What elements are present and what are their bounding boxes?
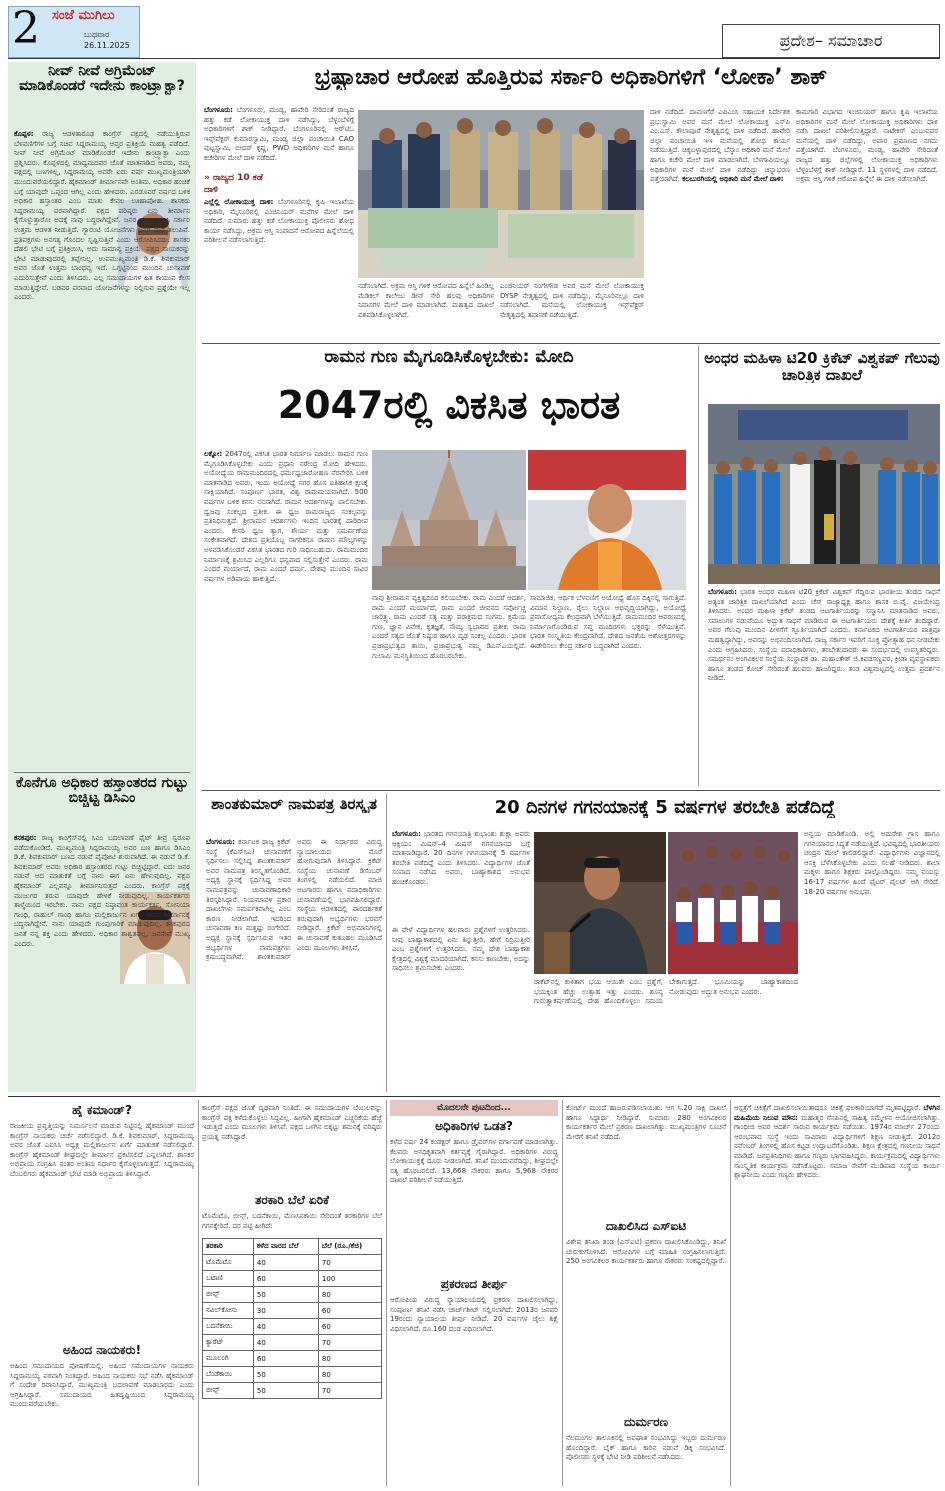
veg-head: ತರಕಾರಿ ಬೆಲೆ ಏರಿಕೆ [255,1194,329,1207]
left-divider [14,772,190,773]
shanthakumar-text: ಕರ್ನಾಟಕ ರಾಜ್ಯ ಕ್ರಿಕೆಟ್ ಸಂಸ್ಥೆ (ಕೆಎಸ್‌ಸಿಎ) ಚುನಾವಣೆಗೆ ಸ್ಪರ್ಧಿಸಲು ಸಲ್ಲಿಸಿದ್ದ ಶಾಂತಕುಮಾರ್ ಅವರ ನಾಮಪತ್ರ ತಿರಸ್ಕೃತಗೊಂಡಿದೆ. ಅಧ್ಯಕ್ಷ ಸ್ಥಾನಕ್ಕೆ ಸ್ಪರ್ಧಿಸಿದ್ದ ಅವರ ನಾಮಪತ್ರವನ್ನು ಚುನಾವಣಾಧಿಕಾರಿ ತಿರಸ್ಕರಿಸಿದ್ದಾರೆ. ನಿಯಮಾವಳಿ ಪ್ರಕಾರ ದಾಖಲೆಗಳು ಸಮರ್ಪಕವಾಗಿಲ್ಲ ಎಂಬ ಕಾರಣ ನೀಡಲಾಗಿದೆ. ಇದರಿಂದ ಚುನಾವಣಾ ಕಣ ಮತ್ತಷ್ಟು ರಂಗೇರಿದೆ. ಅಧ್ಯಕ್ಷ ಸ್ಥಾನಕ್ಕೆ ಸ್ಪರ್ಧಿಸಿರುವ ಇತರ ಅಭ್ಯರ್ಥಿಗಳ ನಾಮಪತ್ರಗಳು ಕ್ರಮಬದ್ಧವಾಗಿವೆ. ಶಾಂತಕುಮಾರ್ ಅವರು ಈ ನಿರ್ಧಾರದ ವಿರುದ್ಧ ನ್ಯಾಯಾಲಯದ ಮೊರೆ ಹೋಗುವುದಾಗಿ ತಿಳಿಸಿದ್ದಾರೆ. ಕ್ರಿಕೆಟ್ ಸಂಸ್ಥೆಯ ಚುನಾವಣೆ ಡಿಸೆಂಬರ್ ತಿಂಗಳಲ್ಲಿ ನಡೆಯಲಿದೆ. ಮಾಜಿ ಆಟಗಾರರು ಹಾಗೂ ಪದಾಧಿಕಾರಿಗಳು ಚುನಾವಣೆಯಲ್ಲಿ ಭಾಗವಹಿಸಲಿದ್ದಾರೆ. ಸಂಸ್ಥೆಯ ಆಡಳಿತದಲ್ಲಿ ಪಾರದರ್ಶಕತೆ ತರುವುದಾಗಿ ಅಭ್ಯರ್ಥಿಗಳು ಭರವಸೆ ನೀಡಿದ್ದಾರೆ. ಕ್ರಿಕೆಟ್ ಅಭಿಮಾನಿಗಳಲ್ಲಿ ಈ ಚುನಾವಣೆ ಕುತೂಹಲ ಮೂಡಿಸಿದೆ ಎಂದು ಮೂಲಗಳು ತಿಳಿಸಿವೆ. [206,838,382,962]
veg-price-table [202,1238,382,1399]
left-top-text: ರಾಜ್ಯ ಆಡಳಿತಾರೂಢ ಕಾಂಗ್ರೆಸ್ ಪಕ್ಷದಲ್ಲಿ ನಡೆಯುತ್ತಿರುವ ಬೆಳವಣಿಗೆಗಳ ಬಗ್ಗೆ ಸಚಿವ ಸಿದ್ದರಾಮಯ್ಯ ಆಪ್ತರ ಪ್ರತಿಕ್ರಿಯೆ ಮಹತ್ವ ಪಡೆದಿದೆ. ನೀವ್ ನೀವೆ ಅಗ್ರಿಮೆಂಟ್ ಮಾಡಿಕೊಂಡರೆ ಇದೇನು ಕಾಂಟ್ರ್ಯಾಕ್ಟಾ ಎಂದು ಪ್ರಶ್ನಿಸಿದರು. ಕೊಪ್ಪಳದಲ್ಲಿ ಮಾಧ್ಯಮದವರ ಜೊತೆ ಮಾತನಾಡಿದ ಅವರು, ನಮ್ಮ ಪಕ್ಷದಲ್ಲಿ ಬಣಗಳಿಲ್ಲ, ಸಿದ್ದರಾಮಯ್ಯ ಅವರೇ ಐದು ವರ್ಷ ಮುಖ್ಯಮಂತ್ರಿಯಾಗಿ ಮುಂದುವರೆಯಲಿದ್ದಾರೆ. ಹೈಕಮಾಂಡ್ ತೀರ್ಮಾನವೇ ಅಂತಿಮ. ಅಧಿಕಾರ ಹಂಚಿಕೆ ಬಗ್ಗೆ ಯಾವುದೇ ಒಪ್ಪಂದ ಆಗಿಲ್ಲ ಎಂದು ಹೇಳಿದರು. ಎರಡೂವರೆ ವರ್ಷದ ಬಳಿಕ ಅಧಿಕಾರ ಹಸ್ತಾಂತರ ಎಂಬ ಮಾತು ಕೇವಲ ಊಹಾಪೋಹ. ಶಾಸಕರು ಸಿದ್ದರಾಮಯ್ಯ ಪರವಾಗಿದ್ದಾರೆ. ಪಕ್ಷದ ವರಿಷ್ಠರು ಏನು ತೀರ್ಮಾನ ಕೈಗೊಳ್ಳುತ್ತಾರೋ ಅದಕ್ಕೆ ನಾವು ಬದ್ಧರಾಗಿದ್ದೇವೆ. ಜನರ ವಿಶ್ವಾಸ ಗಳಿಸಿ ಸರ್ಕಾರ ಉತ್ತಮ ಆಡಳಿತ ನೀಡುತ್ತಿದೆ. ಗ್ಯಾರಂಟಿ ಯೋಜನೆಗಳು ಜನರ ಮನೆ ತಲುಪಿವೆ. ಪ್ರತಿಪಕ್ಷಗಳು ಅನಗತ್ಯ ಗೊಂದಲ ಸೃಷ್ಟಿಸುತ್ತಿವೆ ಎಂದು ಆರೋಪಿಸಿದರು. ಶಾಸಕರ ದೆಹಲಿ ಭೇಟಿ ಬಗ್ಗೆ ಪ್ರತಿಕ್ರಿಯಿಸಿ, ಅದು ಸಾಮಾನ್ಯ ಪ್ರಕ್ರಿಯೆ. ಪಕ್ಷದ ನಾಯಕರನ್ನು ಭೇಟಿ ಮಾಡುವುದರಲ್ಲಿ ತಪ್ಪೇನಿಲ್ಲ. ಉಪಮುಖ್ಯಮಂತ್ರಿ ಡಿ.ಕೆ. ಶಿವಕುಮಾರ್ ಅವರ ಜೊತೆ ಉತ್ತಮ ಬಾಂಧವ್ಯ ಇದೆ. ಒಗ್ಗಟ್ಟಿನಿಂದ ಮುಂದಿನ ಚುನಾವಣೆ ಎದುರಿಸುತ್ತೇವೆ ಎಂದು ತಿಳಿಸಿದರು. ಎಲ್ಲ ಸಮುದಾಯಗಳ ಹಿತ ಕಾಯುವ ಕೆಲಸ ಮಾಡುತ್ತಿದ್ದೇವೆ. ಬಡವರ ಪರವಾದ ಯೋಜನೆಗಳನ್ನು ನಿಲ್ಲಿಸುವ ಪ್ರಶ್ನೆಯೇ ಇಲ್ಲ ಎಂದರು. [14,130,190,302]
gaganyaan-col1-text: ಭಾರತದ ಗಗನಯಾತ್ರಿ ಶುಭಾಂಶು ಶುಕ್ಲಾ ಅವರು ಆಕ್ಸಿಯಂ ಮಿಷನ್–4 ಮಿಷನ್ ಗಗನಯಾನದ ಬಗ್ಗೆ ಮಾತನಾಡಿದ್ದಾರೆ. 20 ದಿನಗಳ ಗಗನಯಾನಕ್ಕೆ 5 ವರ್ಷಗಳ ತರಬೇತಿ ಪಡೆದಿದ್ದೆ ಎಂದು ತಿಳಿಸಿದರು. ವಿದ್ಯಾರ್ಥಿಗಳ ಜೊತೆ ಸಂವಾದ ನಡೆಸಿದ ಅವರು, ಬಾಹ್ಯಾಕಾಶದ ಅನುಭವ ಹಂಚಿಕೊಂಡರು. [392,830,530,886]
veg-old-price: 50 [253,1383,318,1399]
lead-below1: ನಡೆಸಲಾಗಿದೆ. ಅಕ್ರಮ ಆಸ್ತಿ ಗಳಿಕೆ ಆರೋಪದ ಹಿನ್ನೆಲೆ ಹಿಂಡಿಲ್ಲ ಮೆಡಿಕಲ್ ಕಾಲೇಜು ಡೀನ್ ಸೇರಿ ಹಲವು ಅಧಿಕಾರಿಗಳ ನಿವಾಸಗಳ ಮೇಲೆ ದಾಳಿ ಮಾಡಲಾಗಿದೆ. ಮಹತ್ವದ ದಾಖಲೆ ವಶಪಡಿಸಿಕೊಳ್ಳಲಾಗಿದೆ. [358,282,494,319]
bottom-div3 [562,1100,563,1486]
veg-price: 100 [318,1271,381,1287]
veg-old-price: 50 [253,1367,318,1383]
veg-price: 60 [318,1303,381,1319]
veg-name: ಬಟಾಣಿ [203,1271,254,1287]
left-bottom-text: ರಾಜ್ಯ ಕಾಂಗ್ರೆಸ್‌ನಲ್ಲಿ ಸಿಎಂ ಬದಲಾವಣೆ ಫೈಟ್ ತೀವ್ರ ಸ್ವರೂಪ ಪಡೆದುಕೊಂಡಿದೆ. ಮುಖ್ಯಮಂತ್ರಿ ಸಿದ್ದರಾಮಯ್ಯ ಅವರ ಬಣ ಹಾಗೂ ಡಿಸಿಎಂ ಡಿ.ಕೆ. ಶಿವಕುಮಾರ್ ಬಣದ ನಡುವೆ ಪೈಪೋಟಿ ಶುರುವಾಗಿದೆ. ಈ ನಡುವೆ ಡಿ.ಕೆ. ಶಿವಕುಮಾರ್ ಅವರು ಅಧಿಕಾರ ಹಸ್ತಾಂತರದ ಗುಟ್ಟು ಬಿಚ್ಚಿಟ್ಟಿದ್ದಾರೆ. ಐದು ಜನರ ನಡುವೆ ಆದ ಮಾತುಕತೆ ಬಗ್ಗೆ ನಾನು ಈಗ ಏನು ಹೇಳುವುದಿಲ್ಲ. ಪಕ್ಷದ ಹೈಕಮಾಂಡ್ ಎಲ್ಲವನ್ನೂ ತೀರ್ಮಾನಿಸುತ್ತದೆ ಎಂದರು. ಕಾಂಗ್ರೆಸ್ ಪಕ್ಷಕ್ಕೆ ಮುಜುಗರ ತರುವ ಯಾವುದೇ ಹೇಳಿಕೆ ನೀಡುವುದಿಲ್ಲ. ಕಾರ್ಯಕರ್ತರು ತಾಳ್ಮೆಯಿಂದ ಇರಬೇಕು. ನಾನು ಪಕ್ಷದ ನಿಷ್ಠಾವಂತ ಕಾರ್ಯಕರ್ತ. ಸೋನಿಯಾ ಗಾಂಧಿ, ರಾಹುಲ್ ಗಾಂಧಿ ಹಾಗೂ ಮಲ್ಲಿಕಾರ್ಜುನ ಖರ್ಗೆ ಅವರ ತೀರ್ಮಾನಕ್ಕೆ ಬದ್ಧನಾಗಿದ್ದೇನೆ. ನಾನು ಯಾವುದೇ ಗುಂಪುಗಾರಿಕೆ ಮಾಡುವುದಿಲ್ಲ. ಕನಕಪುರದ ಜನತೆ ನನ್ನ ಶಕ್ತಿ ಎಂದು ಹೇಳಿದರು. ಅಧಿಕಾರ ಶಾಶ್ವತವಲ್ಲ, ಜನಸೇವೆ ಮುಖ್ಯ ಎಂದರು. [14,834,190,948]
modi-col1-text: 2047ರಲ್ಲಿ ವಿಕಸಿತ ಭಾರತ ನಿರ್ಮಾಣ ಮಾಡಲು ರಾಮನ ಗುಣ ಮೈಗೂಡಿಸಿಕೊಳ್ಳಬೇಕು ಎಂದು ಪ್ರಧಾನಿ ನರೇಂದ್ರ ಮೋದಿ ಹೇಳಿದರು. ಅಯೋಧ್ಯೆಯ ರಾಮಮಂದಿರದಲ್ಲಿ ಧರ್ಮಧ್ವಜಾರೋಹಣ ನೆರವೇರಿಸಿ ಬಳಿಕ ಮಾತನಾಡಿದ ಅವರು, ಇಂದು ಅಯೋಧ್ಯೆ ನಗರ ಹೊಸ ಐತಿಹಾಸಿಕ ಕ್ಷಣಕ್ಕೆ ಸಾಕ್ಷಿಯಾಗಿದೆ. ಸಂಪೂರ್ಣ ಭಾರತ, ವಿಶ್ವ ರಾಮಮಯವಾಗಿದೆ. 500 ವರ್ಷಗಳ ಬಳಿಕ ಕನಸು ನನಸಾಗಿದೆ. ರಾಮನ ಆದರ್ಶಗಳನ್ನು ಪಾಲಿಸಬೇಕು. ಧ್ವಜವು ಸಂಕಲ್ಪದ ಪ್ರತೀಕ. ಈ ಧ್ವಜ ರಾಮರಾಜ್ಯದ ಸಂಕಲ್ಪವನ್ನು ಪ್ರತಿನಿಧಿಸುತ್ತದೆ. ಶ್ರೀರಾಮನ ಆದರ್ಶಗಳು ಇಂದಿನ ಭಾರತಕ್ಕೆ ದಾರಿದೀಪ ಎಂದರು. ಕೇಸರಿ ಧ್ವಜ ತ್ಯಾಗ, ಶೌರ್ಯ ಮತ್ತು ಸಮರ್ಪಣೆಯ ಸಂಕೇತವಾಗಿದೆ. ದೇಶದ ಪ್ರತಿಯೊಬ್ಬ ನಾಗರಿಕನೂ ರಾಮನ ಮೌಲ್ಯಗಳನ್ನು ಅಳವಡಿಸಿಕೊಂಡರೆ ವಿಕಸಿತ ಭಾರತದ ಗುರಿ ಸಾಧಿಸಬಹುದು. ರಾಮಮಂದಿರ ನಿರ್ಮಾಣಕ್ಕೆ ಶ್ರಮಿಸಿದ ಎಲ್ಲರಿಗೂ ಧನ್ಯವಾದ ಸಲ್ಲಿಸುತ್ತೇನೆ ಎಂದರು. ರಾಮ ಎಂದರೆ ಮರ್ಯಾದೆ, ರಾಮ ಎಂದರೆ ಧರ್ಮ. ದೇಶವು ಮುಂದಿನ ಸಾವಿರ ವರ್ಷಗಳ ಅಡಿಪಾಯ ಹಾಕುತ್ತಿದೆ. [204,450,368,583]
veg-name: ಬದನೆಕಾಯಿ [203,1319,254,1335]
veg-price: 80 [318,1351,381,1367]
lead-col4: ಕಾಮಗಾರಿ ವಿಭಾಗದ ಇಂಜಿನಿಯರ್ ಹಾಗೂ ಕೃಷಿ ಇಲಾಖೆಯ ಅಧಿಕಾರಿಗಳ ಮನೆ ಮೇಲೆ ಲೋಕಾಯುಕ್ತ ಅಧಿಕಾರಿಗಳು ದಾಳಿ ನಡೆಸಿ ದಾಖಲೆ ಪರಿಶೀಲಿಸುತ್ತಿದ್ದಾರೆ. ನಾಟೇಕರ್ ಎಂಬುವವರ ಮನೆಯಲ್ಲಿ ದಾಳಿ ನಡೆದಿದ್ದು, ಅಪಾರ ಪ್ರಮಾಣದ ನಗದು ಪತ್ತೆಯಾಗಿದೆ. ಬೆಂಗಳೂರು, ಮಂಡ್ಯ, ಹಾವೇರಿ ಸೇರಿದಂತೆ ರಾಜ್ಯದ ಹತ್ತು ಜಿಲ್ಲೆಗಳಲ್ಲಿ ಲೋಕಾಯುಕ್ತ ಅಧಿಕಾರಿಗಳು ಬೆಳ್ಳಂಬೆಳಗ್ಗೆ ಶಾಕ್ ನೀಡಿದ್ದಾರೆ. 11 ಸ್ಥಳಗಳಲ್ಲಿ ದಾಳಿ ನಡೆದಿದೆ. ಅಕ್ರಮ ಆಸ್ತಿ ಗಳಿಕೆ ಆರೋಪ ಹಿನ್ನೆಲೆ ಈ ದಾಳಿ ನಡೆಸಲಾಗಿದೆ. [796,108,938,184]
masthead [0,0,945,58]
gaganyaan-dateline: ಬೆಂಗಳೂರು: [392,830,421,838]
veg-old-price: 60 [253,1271,318,1287]
veg-name: ನವಿಲ್‌ಕೋಸು [203,1303,254,1319]
hospital-text2: ಮಹಾತ್ಮರ ನೆನಪಿನಲ್ಲಿ ಸಾಹಿತ್ಯ ಸಮ್ಮೇಳನ ಆಯೋಜಿಸಲಾಗಿತ್ತು. ಗಾಂಧೀಜಿ ಅವರ ಆದರ್ಶ ಸಾರುವ ಕಾರ್ಯಕ್ರಮ ನಡೆಯಿತು. 1974ರ ಮಾರ್ಚ್ 27ರಂದು ಆರಂಭವಾದ ಸಂಸ್ಥೆ ಇಂದು ಸಾವಿರಾರು ವಿದ್ಯಾರ್ಥಿಗಳಿಗೆ ಶಿಕ್ಷಣ ನೀಡುತ್ತಿದೆ. 2012ರ ನವೆಂಬರ್ ತಿಂಗಳಲ್ಲಿ ಹೊಸ ಕಟ್ಟಡ ಉದ್ಘಾಟನೆಗೊಂಡಿತು. ಶಿಕ್ಷಣ ಕ್ಷೇತ್ರದಲ್ಲಿ ಗಣನೀಯ ಸಾಧನೆ ಮಾಡಿದೆ. ಜನಪ್ರತಿನಿಧಿಗಳು ಹಾಗೂ ಗಣ್ಯರು ಭಾಗವಹಿಸಿದ್ದರು. ಕಾರ್ಯಕ್ರಮದಲ್ಲಿ ವಿದ್ಯಾರ್ಥಿಗಳು ಸಾಂಸ್ಕೃತಿಕ ಕಾರ್ಯಕ್ರಮ ನಡೆಸಿಕೊಟ್ಟರು. ಸಮಾಜ ಸೇವೆಗೆ ಮುಡಿಪಾದ ಸಂಸ್ಥೆಯ ಕಾರ್ಯ ಶ್ಲಾಘನೀಯ ಎಂದು ಗಣ್ಯರು ಹೇಳಿದರು. [734,1113,940,1180]
gaganyaan-col3: ರಾಕೆಟ್‌ನಲ್ಲಿ ಕುಳಿತಾಗ ಭಯ ಆಯಿತೇ ಎಂಬ ಪ್ರಶ್ನೆಗೆ, ಭಯಕ್ಕಿಂತ ಹೆಚ್ಚು ಉತ್ಸಾಹ ಇತ್ತು ಎಂದರು. ಶೂನ್ಯ ಗುರುತ್ವಾಕರ್ಷಣೆಯಲ್ಲಿ ದೇಹ ಹೊಂದಿಕೊಳ್ಳಲು ಸಮಯ ಬೇಕಾಗುತ್ತದೆ. ಭೂಮಿಯನ್ನು ಬಾಹ್ಯಾಕಾಶದಿಂದ ನೋಡುವುದು ಅದ್ಭುತ ಅನುಭವ ಎಂದರು. [534,978,798,1006]
veg-old-price: 50 [253,1287,318,1303]
veg-name: ಟೊಮೆಟೊ [203,1255,254,1271]
veg-name: ಕ್ಯಾರೆಟ್ [203,1335,254,1351]
modi-col2: ನಾವು ಶ್ರೀರಾಮನ ವ್ಯಕ್ತಿತ್ವದಿಂದ ಕಲಿಯಬೇಕು. ರಾಮ ಎಂದರೆ ಆದರ್ಶ, ರಾಮ ಎಂದರೆ ಮರ್ಯಾದೆ, ರಾಮ ಎಂದರೆ ಜೀವನದ ಸರ್ವೋಚ್ಚ ಚಾರಿತ್ರ್ಯ. ರಾಮ ಎಂದರೆ ಸತ್ಯ ಮತ್ತು ಪರಾಕ್ರಮದ ಸಂಗಮ. ಕ್ಷಮೆಯ ಗುಣ, ಜ್ಞಾನ ವಿವೇಕ, ಕೃತಜ್ಞತೆ, ಸೌಮ್ಯ ಸ್ವಭಾವದ ಪ್ರತೀಕ. ರಾಮ ಎಂದರೆ ಸತ್ಯದ ಜೊತೆ ನಿಷ್ಠುರ ಹಾಗೂ ದೃಢ ಸಂಕಲ್ಪ ಎಂದರು. ಭಾರತ ಪ್ರಜಾಪ್ರಭುತ್ವದ ತಾಯಿ, ಪ್ರಜಾಪ್ರಭುತ್ವ ನಮ್ಮ ಡಿಎನ್ಎಯಲ್ಲಿದೆ. ಗುಲಾಮಿ ಮನಸ್ಥಿತಿಯಿಂದ ಹೊರಬರಬೇಕು. [372,594,526,660]
issue-date: 26.11.2025 [84,41,130,50]
veg-name: ಮೂಲಂಗಿ [203,1351,254,1367]
section-title: ಪ್ರದೇಶ– ಸಮಾಚಾರ [779,31,883,50]
lead-below2: ಎಂಜಿನಿಯರ್ ನಿಂಗೇಗೌಡ ಅವರ ಮನೆ ಮೇಲೆ ಲೋಕಾಯುಕ್ತ DYSP ನೇತೃತ್ವದಲ್ಲಿ ದಾಳಿ ನಡೆದಿದ್ದು, ಮೈಸೂರಿನಲ್ಲೂ ದಾಳಿ ನಡೆಸಲಾಗಿದೆ. ಮನೆಯಲ್ಲಿ ಲೋಕಾಯುಕ್ತ ಇನ್ಸ್‌ಪೆಕ್ಟರ್ ನೇತೃತ್ವದಲ್ಲಿ ತಪಾಸಣೆ ನಡೆಯುತ್ತಿದೆ. [500,282,644,319]
left-top-body [14,130,190,770]
modi-dateline: ಲಕ್ನೋ: [204,450,223,458]
shanthakumar-dateline: ಬೆಂಗಳೂರು: [206,838,235,846]
mid-rule [202,790,940,791]
left-bottom-headline: ಕೊನೆಗೂ ಅಧಿಕಾರ ಹಸ್ತಾಂತರದ ಗುಟ್ಟು ಬಿಚ್ಚಿಟ್ಟ ಡಿಸಿಎಂ [15,776,189,807]
sit-head: ದಾಖಲಿಸಿದ ಎಸ್‌ಐಟಿ [605,1220,687,1233]
veg-old-price: 40 [253,1255,318,1271]
left-bottom-body [14,834,190,1090]
veg-table-header [203,1239,382,1255]
left-bottom-dateline: ಕನಕಪುರ: [14,834,37,842]
logo: ಸಂಜೆ ಮುಗಿಲು [52,8,115,23]
lead-pullquote: » ರಾಜ್ಯದ 10 ಕಡೆ ದಾಳಿ [204,173,263,195]
lead-dateline: ಬೆಂಗಳೂರು: [204,106,233,114]
modi-col1 [204,450,368,786]
gaganyaan-headline: 20 ದಿನಗಳ ಗಗನಯಾನಕ್ಕೆ 5 ವರ್ಷಗಳ ತರಬೇತಿ ಪಡೆದಿದ್ದೆ [494,798,836,818]
veg-name: ಬೆಂಡೆಕಾಯಿ [203,1367,254,1383]
astronaut-photo [534,832,666,974]
veg-name: ಬೀನ್ಸ್ [203,1383,254,1399]
students-photo [668,832,798,974]
lead-col3 [650,108,790,340]
officers-body: ಕಳೆದ ವರ್ಷ 24 ಕಂಡಕ್ಟರ್ ಹಾಗೂ ಡ್ರೈವರ್‌ಗಳ ವರ್ಗಾವಣೆ ಮಾಡಲಾಗಿತ್ತು. ಕೆಲವರು ಅನಧಿಕೃತವಾಗಿ ಕರ್ತವ್ಯಕ್ಕೆ ಗೈರಾಗಿದ್ದಾರೆ. ಅಧಿಕಾರಿಗಳ ವಿರುದ್ಧ ಲೋಕಾಯುಕ್ತಕ್ಕೆ ದೂರು ನೀಡಲಾಗಿದೆ. ತನಿಖೆ ಮುಂದುವರೆದಿದ್ದು, ಶೀಘ್ರದಲ್ಲೇ ಸತ್ಯ ಹೊರಬರಲಿದೆ. 13,668 ನೌಕರರು ಹಾಗೂ 5,968 ನೌಕರರ ದಾಖಲೆ ಪರಿಶೀಲನೆ ನಡೆಯುತ್ತಿದೆ. [390,1138,558,1185]
veg-intro: ಟೊಮೆಟೊ, ಬೀನ್ಸ್, ಬದನೆಕಾಯಿ, ಮೆಣಸಿನಕಾಯಿ ಸೇರಿದಂತೆ ತರಕಾರಿಗಳ ಬೆಲೆ ಗಗನಕ್ಕೇರಿದೆ. ದರ ಪಟ್ಟಿ ಹೀಗಿದೆ: [202,1212,382,1230]
table-row [203,1335,382,1351]
lead-col2-sub: ಎಲ್ಲೆಲ್ಲಿ ಲೋಕಾಯುಕ್ತ ದಾಳಿ: [204,198,274,206]
highcommand-head: ಹೈ ಕಮಾಂಡ್? [72,1104,132,1117]
veg-table [202,1238,382,1399]
cricket-body [708,588,940,786]
cricket-dateline: ಬೆಂಗಳೂರು: [708,588,737,596]
hospital-text: ಆಸ್ಪತ್ರೆಗೆ ಚಿಕಿತ್ಸೆಗೆ ದಾಖಲಿಸಲಾಯಿತಾದರೂ ಚಿಕಿತ್ಸೆ ಫಲಕಾರಿಯಾಗದೆ ಮೃತಪಟ್ಟಿದ್ದಾರೆ. [734,1104,921,1112]
cricket-text: ಭಾರತ ಅಂಧರ ಮಹಿಳಾ ಟಿ20 ಕ್ರಿಕೆಟ್ ವಿಶ್ವಕಪ್ ಗೆದ್ದಿರುವ ಭಾರತೀಯ ತಂಡದ ಸಾಧನೆ ಅತ್ಯಂತ ಚಾರಿತ್ರಿಕ ದಾಖಲೆಯಾಗಿದೆ ಎಂದು ಚೆಸ್ ರಾಜ್ಯಾಧ್ಯಕ್ಷ ಹಾಗೂ ಶಾಸಕ ಬಿ.ವೈ. ವಿಜಯೇಂದ್ರ ತಿಳಿಸಿದರು. ಅಂಧರ ಮಹಿಳಾ ಕ್ರಿಕೆಟ್ ತಂಡದ ಆಟಗಾರ್ತಿಯರನ್ನು ಸನ್ಮಾನಿಸಿ ಮಾತನಾಡಿದ ಅವರು, ಸವಾಲುಗಳ ನಡುವೆಯೂ ಅದ್ಭುತ ಸಾಧನೆ ಮಾಡಿರುವ ಈ ಆಟಗಾರ್ತಿಯರು ದೇಶಕ್ಕೆ ಕೀರ್ತಿ ತಂದಿದ್ದಾರೆ. ಅವರ ಗೆಲುವು ಮುಂದಿನ ಪೀಳಿಗೆಗೆ ಸ್ಫೂರ್ತಿಯಾಗಿದೆ ಎಂದರು. ಕರ್ನಾಟಕದ ಆಟಗಾರ್ತಿಯರ ಪಾತ್ರವೂ ಮಹತ್ವದ್ದಾಗಿದ್ದು, ಅವರನ್ನು ಅಭಿನಂದಿಸಲಾಗಿದೆ. ರಾಜ್ಯ ಸರ್ಕಾರ ಇವರಿಗೆ ಸೂಕ್ತ ಪ್ರೋತ್ಸಾಹ ಧನ ನೀಡಬೇಕು ಎಂದು ಆಗ್ರಹಿಸಿದರು. ಸಂಸ್ಥೆಯ ಪದಾಧಿಕಾರಿಗಳು, ತರಬೇತುದಾರರು ಈ ಸಂದರ್ಭದಲ್ಲಿ ಉಪಸ್ಥಿತರಿದ್ದರು. ಸಮರ್ಥನಂ ಅಂಗವಿಕಲರ ಸಂಸ್ಥೆಯ ಸಂಸ್ಥಾಪಕ ಡಾ. ಮಹಾಂತೇಶ್ ಜಿ.ಕಿವಡಸಣ್ಣವರ, ಕ್ರೀಡಾ ವ್ಯವಸ್ಥಾಪಕರು ಹಾಗೂ ತಂಡದ ಕೋಚ್ ಸೇರಿದಂತೆ ಹಲವರು ಹಾಜರಿದ್ದರು. ತಂಡ ವಿಶ್ವಮಟ್ಟದಲ್ಲಿ ಉತ್ತಮ ಪ್ರದರ್ಶನ ನೀಡಿದೆ. [708,588,940,683]
bottom-div4 [730,1100,731,1486]
lead-col1b [204,198,354,302]
bottom-div1 [198,1100,199,1486]
table-row [203,1351,382,1367]
sit-body: ವಿಶೇಷ ತನಿಖಾ ತಂಡ (ಎಸ್‌ಐಟಿ) ಪ್ರಕರಣ ದಾಖಲಿಸಿಕೊಂಡಿದ್ದು, ತನಿಖೆ ಚುರುಕುಗೊಳಿಸಿದೆ. ಆರೋಪಿಗಳ ಬಗ್ಗೆ ಮಾಹಿತಿ ಸಂಗ್ರಹಿಸಲಾಗುತ್ತಿದೆ. 250 ಅಂಗವಿಕಲರ ಕಾರ್ಯಕರ್ತರು ಹಾಗೂ ನೌಕರರು ಸಂಕಷ್ಟದಲ್ಲಿದ್ದಾರೆ. [566,1238,726,1266]
table-row [203,1367,382,1383]
continued-banner: ಮೊದಲನೇ ಪುಟದಿಂದ... [390,1100,558,1116]
death-body: ನೆಲಮಂಗಲ ತಾಲೂಕಿನಲ್ಲಿ ಅಪಘಾತ ಸಂಭವಿಸಿದ್ದು ಇಬ್ಬರು ದುರ್ಮರಣ ಹೊಂದಿದ್ದಾರೆ. ಬೈಕ್ ಹಾಗೂ ಕಾರಿನ ನಡುವೆ ಡಿಕ್ಕಿ ಸಂಭವಿಸಿದೆ. ಪೊಲೀಸರು ಸ್ಥಳಕ್ಕೆ ಭೇಟಿ ನೀಡಿ ಪರಿಶೀಲನೆ ನಡೆಸಿದರು. [566,1434,726,1462]
shanthakumar-body [206,838,382,1092]
shantha-divider [386,794,387,1092]
veg-old-price: 40 [253,1335,318,1351]
veg-col-header: ತರಕಾರಿ [203,1239,254,1255]
modi-photo [528,450,686,590]
lead-photo-raid [358,110,644,278]
bottom-rule [8,1096,940,1097]
gaganyaan-col1 [392,830,530,924]
veg-name: ಬೀನ್ಸ್ [203,1287,254,1303]
veg-price: 80 [318,1367,381,1383]
death-head: ದುರ್ಮರಣ [623,1416,669,1429]
modi-cricket-divider [698,346,699,786]
shanthakumar-headline: ಶಾಂತಕುಮಾರ್ ನಾಮಪತ್ರ ತಿರಸ್ಕೃತ [211,796,377,813]
lead-bottom-rule [202,343,940,344]
table-row [203,1319,382,1335]
modi-headline: 2047ರಲ್ಲಿ ವಿಕಸಿತ ಭಾರತ [277,383,621,427]
modi-kicker: ರಾಮನ ಗುಣ ಮೈಗೂಡಿಸಿಕೊಳ್ಳಬೇಕು: ಮೋದಿ [324,348,574,367]
gaganyaan-col2: ಈ ವೇಳೆ ವಿದ್ಯಾರ್ಥಿಗಳ ಹಲವಾರು ಪ್ರಶ್ನೆಗಳಿಗೆ ಉತ್ತರಿಸಿದರು. ನೀವು ಬಾಹ್ಯಾಕಾಶದಲ್ಲಿ ಏನು ತಿನ್ನುತ್ತೀರಿ, ಹೇಗೆ ನಿದ್ರಿಸುತ್ತೀರಿ ಎಂಬ ಪ್ರಶ್ನೆಗಳಿಗೆ ಉತ್ತರಿಸಿದರು. ನಮ್ಮ ದೇಶ ಬಾಹ್ಯಾಕಾಶ ಕ್ಷೇತ್ರದಲ್ಲಿ ವಿಶ್ವಕ್ಕೆ ಮಾದರಿಯಾಗಿದೆ. ಕನಸು ಕಾಣಬೇಕು, ಅದನ್ನು ಸಾಧಿಸಲು ಶ್ರಮಿಸಬೇಕು ಎಂದರು. [392,926,530,973]
veg-price: 70 [318,1383,381,1399]
left-top-headline: ನೀವ್ ನೀವೆ ಅಗ್ರಿಮೆಂಟ್ ಮಾಡಿಕೊಂಡರೆ ಇದೇನು ಕಾಂಟ್ರ್ಯಾಕ್ಟಾ? [19,64,185,95]
modi-col3: ಸಾಮಾಜಿಕ, ಆರ್ಥಿಕ ಬೆಳವಣಿಗೆ ಅಯೋಧ್ಯೆ ಹೊಸ ದಿಕ್ಕಿನಲ್ಲಿ ಸಾಗುತ್ತಿದೆ. ವಿಮಾನ ನಿಲ್ದಾಣ, ರೈಲು ನಿಲ್ದಾಣ ಅಭಿವೃದ್ಧಿಯಾಗಿದ್ದು, ಅಯೋಧ್ಯೆ ಪ್ರವಾಸೋದ್ಯಮ ಕೇಂದ್ರವಾಗಿ ಬೆಳೆಯುತ್ತಿದೆ. ರಾಮಮಂದಿರ ಆವರಣದಲ್ಲಿ ನಿರ್ಮಾಣಗೊಂಡಿರುವ ಸಪ್ತ ಮಂದಿರಗಳು ಭಕ್ತರನ್ನು ಸೆಳೆಯುತ್ತಿವೆ. ಭಾರತ ಸಂಸ್ಕೃತಿಯ ಕೇಂದ್ರವಾಗಿದೆ. ದೇಶದ ಜನತೆಯ ಆಶೋತ್ತರಗಳನ್ನು ಈಡೇರಿಸಲು ಕೇಂದ್ರ ಸರ್ಕಾರ ಬದ್ಧವಾಗಿದೆ ಎಂದರು. [530,594,686,650]
veg-old-price: 60 [253,1351,318,1367]
lead-col1-text: ಬೆಂಗಳೂರು, ಮಂಡ್ಯ, ಹಾವೇರಿ ಸೇರಿದಂತೆ ರಾಜ್ಯದ ಹತ್ತು ಕಡೆ ಲೋಕಾಯುಕ್ತ ದಾಳಿ ನಡೆಸಿದ್ದು, ಬೆಳ್ಳಂಬೆಳಗ್ಗೆ ಅಧಿಕಾರಿಗಳಿಗೆ ಶಾಕ್ ನೀಡಿದ್ದಾರೆ. ಬೆಂಗಳೂರಿನಲ್ಲಿ ಆರ್‌ಟಿಒ ಇನ್ಸ್‌ಪೆಕ್ಟರ್ ಕುಮಾರಸ್ವಾಮಿ, ಮಂಡ್ಯ ಜಿಲ್ಲಾ ಪಂಚಾಯಿತಿ CAO ಪುಟ್ಟಸ್ವಾಮಿ, ಬೀದರ್ ಕೃಷ್ಣ, PWD ಅಧಿಕಾರಿಗಳ ಮನೆ ಹಾಗೂ ಕಚೇರಿಗಳ ಮೇಲೆ ದಾಳಿ ನಡೆದಿದೆ. [204,106,354,162]
highcommand-body: ರಾಜಕೀಯ ಪ್ರವೃತ್ತಿಯನ್ನು ನಿರ್ಮೂಲನೆ ಮಾಡುವ ನಿಟ್ಟಿನಲ್ಲಿ ಹೈಕಮಾಂಡ್ ಮುಂದೆ ಕಾಂಗ್ರೆಸ್ ನಾಯಕರು ಚರ್ಚೆ ನಡೆಸಲಿದ್ದಾರೆ. ಡಿ.ಕೆ. ಶಿವಕುಮಾರ್, ಸಿದ್ದರಾಮಯ್ಯ ಅವರ ಜೊತೆ ಎಐಸಿಸಿ ಅಧ್ಯಕ್ಷ ಮಲ್ಲಿಕಾರ್ಜುನ ಖರ್ಗೆ ಮಾತುಕತೆ ನಡೆಸಲಿದ್ದಾರೆ. ಕಾಂಗ್ರೆಸ್ ಹೈಕಮಾಂಡ್ ಶೀಘ್ರದಲ್ಲೇ ತೀರ್ಮಾನ ಪ್ರಕಟಿಸಲಿದೆ ಎನ್ನಲಾಗಿದೆ. ಶಾಸಕರ ಅಭಿಪ್ರಾಯ ಸಂಗ್ರಹಿಸಿ ನಂತರ ಅಂತಿಮ ನಿರ್ಧಾರ ಕೈಗೊಳ್ಳಲಾಗುತ್ತದೆ. ಸಿದ್ದರಾಮಯ್ಯ ಬೆಂಬಲಿಗರು ಹೈಕಮಾಂಡ್ ಭೇಟಿ ಮಾಡಿ ಅಭಿಪ್ರಾಯ ತಿಳಿಸಿದ್ದಾರೆ. [10,1122,194,1178]
gaganyaan-col4: ಅನ್ವಯ ಮಾಡಿಕೊಂಡಿ. ಅಲ್ಲಿ ಅಮರೇಶ ಗ್ರಾಸ ಹಾಗೂ ಗಗನಯಾನದ ಸಿದ್ಧತೆ ನಡೆಯುತ್ತಿದೆ. ಭವಿಷ್ಯದಲ್ಲಿ ಭಾರತೀಯರು ಚಂದ್ರನ ಮೇಲೆ ಕಾಲಿಡಲಿದ್ದಾರೆ. ವಿದ್ಯಾರ್ಥಿಗಳು ವಿಜ್ಞಾನದಲ್ಲಿ ಆಸಕ್ತಿ ಬೆಳೆಸಿಕೊಳ್ಳಬೇಕು ಎಂದು ಸಲಹೆ ನೀಡಿದರು. ಶಾಲಾ ಮಕ್ಕಳು ಹಾಗೂ ಶಿಕ್ಷಕರು ಪಾಲ್ಗೊಂಡಿದ್ದರು. ನಮ್ಮ ವಯಸ್ಸು 16-17 ವರ್ಷಗಳ ಹಿಂದೆ ಫೈಟರ್ ಪೈಲಟ್ ಆಗಿ ಸೇರಿದೆ. 18-20 ವರ್ಷಗಳ ಅನುಭವ. [804,830,940,896]
issue-day: ಬುಧವಾರ [84,30,110,39]
page-number: 2 [12,3,40,54]
veg-price: 80 [318,1287,381,1303]
lead-col2-text: ಬೆಂಗಳೂರಿನಲ್ಲಿ ಕೃಷಿ ಇಲಾಖೆಯ ಅಧಿಕಾರಿ, ಮೈಸೂರಿನಲ್ಲಿ ಎಂಜಿನಿಯರ್ ಮನೆಗಳ ಮೇಲೆ ದಾಳಿ ನಡೆದಿದೆ. ಸುಮಾರು ಹತ್ತು ಕಡೆ ಲೋಕಾಯುಕ್ತ ಪೊಲೀಸರು ಶೋಧ ಕಾರ್ಯ ನಡೆಸಿದ್ದು, ಅಕ್ರಮ ಆಸ್ತಿ ಸಂಪಾದನೆ ಆರೋಪದ ಹಿನ್ನೆಲೆಯಲ್ಲಿ ಪರಿಶೀಲನೆ ನಡೆಸಲಾಗುತ್ತಿದೆ. [204,198,354,245]
veg-price: 60 [318,1319,381,1335]
table-row [203,1287,382,1303]
veg-col-header: ಕಳೆದ ವಾರದ ಬೆಲೆ [253,1239,318,1255]
hospital-body [734,1104,940,1486]
ram-temple-photo [372,450,526,590]
table-row [203,1303,382,1319]
table-row [203,1271,382,1287]
ahinda-head: ಅಹಿಂದ ನಾಯಕರು! [62,1344,142,1357]
court-body: ಕೋರ್ಟ್ ಮುಂದೆ ಹಾಜರುಪಡಿಸಲಾಯಿತು. ಆಗ ಸಿ.20 ಸಾಕ್ಷಿ ದಾಖಲೆ ಹಾಗೂ ಸಿದ್ಧಾರ್ಥ ನೀಡಿದ್ದಾರೆ. ಸುಮಾರು 280 ಅಂಗವಿಕಲರ ಕಾರ್ಯಕರ್ತರ ಮೇಲೆ ಪ್ರಕರಣ ದಾಖಲಾಗಿತ್ತು. ಮುಖ್ಯಮಂತ್ರಿಗಳ ಸೂಚನೆ ಮೇರೆಗೆ ತನಿಖೆ ನಡೆದಿದೆ. [566,1104,726,1141]
lead-headline: ಭ್ರಷ್ಟಾಚಾರ ಆರೋಪ ಹೊತ್ತಿರುವ ಸರ್ಕಾರಿ ಅಧಿಕಾರಿಗಳಿಗೆ ‘ಲೋಕಾ’ ಶಾಕ್ [314,66,828,90]
lead-col1 [204,106,354,170]
table-row [203,1383,382,1399]
veg-col-header: ಬೆಲೆ (ರೂ./ಕೆಜಿ) [318,1239,381,1255]
cricket-team-photo [708,404,940,584]
veg-old-price: 30 [253,1303,318,1319]
left-top-dateline: ಕೊಪ್ಪಳ: [14,130,34,138]
veg-price: 70 [318,1255,381,1271]
lead-col3-sub: ಕಲಬುರಗಿಯಲ್ಲಿ ಅಧಿಕಾರಿ ಮನೆ ಮೇಲೆ ದಾಳಿ: [682,175,784,184]
officers-head: ಅಧಿಕಾರಿಗಳ ಒಡತ? [435,1120,513,1133]
cricket-headline: ಅಂಧರ ಮಹಿಳಾ ಟಿ20 ಕ್ರಿಕೆಟ್ ವಿಶ್ವಕಪ್ ಗೆಲುವು ಚಾರಿತ್ರಿಕ ದಾಖಲೆ [704,350,940,383]
masthead-rule [8,58,940,59]
veg-price: 70 [318,1335,381,1351]
congress-body: ಕಾಂಗ್ರೆಸ್ ಪಕ್ಷದ ಜೊತೆ ದೃಢವಾಗಿ ನಿಂತಿದೆ. ಈ ಸಮುದಾಯಗಳ ಬೆಂಬಲವನ್ನು ಕಾಂಗ್ರೆಸ್ ಪಕ್ಷ ಕಳೆದುಕೊಳ್ಳಲು ಸಿದ್ಧವಿಲ್ಲ. ಹೀಗಾಗಿ ಹೈಕಮಾಂಡ್ ಎಚ್ಚರಿಕೆಯ ಹೆಜ್ಜೆ ಇಡುತ್ತಿದೆ ಎಂದು ಮೂಲಗಳು ತಿಳಿಸಿವೆ. ಪಕ್ಷದ ಒಳಗಿನ ಬಿಕ್ಕಟ್ಟು ಶಮನಕ್ಕೆ ವರಿಷ್ಠರು ಪ್ರಯತ್ನ ನಡೆಸಿದ್ದಾರೆ. [202,1104,382,1141]
table-row [203,1255,382,1271]
lead-col3-text: ದಾಳಿ ನಡೆದಿದೆ. ದಾವಣಗೆರೆ ಎಪಿಎಂಸಿ ಸಹಾಯಕ ನಿರ್ದೇಶಕ ಪ್ರಭುಸ್ವಾಮಿ ಅವರ ಮನೆ ಮೇಲೆ ಲೋಕಾಯುಕ್ತ ಎಸ್‌ಪಿ ಎಂ.ಎಸ್. ಕೌಲಾಪೂರೆ ನೇತೃತ್ವದಲ್ಲಿ ದಾಳಿ ನಡೆದಿದೆ. ಹಾವೇರಿ ಜಿಲ್ಲಾ ಪಂಚಾಯಿತಿ ಇಇ ಮನೆಯಲ್ಲಿ ಶೋಧ ಕಾರ್ಯ ನಡೆಯುತ್ತಿದೆ. ಚಿಕ್ಕಬಳ್ಳಾಪುರದಲ್ಲಿ ಬೆಸ್ಕಾಂ ಅಧಿಕಾರಿ ಮನೆ ಮೇಲೆ ಹಾಗೂ ಕಚೇರಿ ಮೇಲೆ ದಾಳಿ ಮಾಡಲಾಗಿದೆ. ಬೆಳಗಾವಿಯಲ್ಲೂ ಅಧಿಕಾರಿಗಳ ಮನೆ ಮೇಲೆ ದಾಳಿ ನಡೆದಿದ್ದು ಚಿನ್ನಾಭರಣ ಪತ್ತೆಯಾಗಿದೆ. [650,108,790,184]
verdict-head: ಪ್ರಕರಣದ ತೀರ್ಪು [440,1278,508,1291]
hospital-sub: ಬೆಳಗಿನ ಮಹಿಮೆಯ ನಿಲುವ ಮೌನ: [734,1104,940,1122]
bottom-div2 [386,1100,387,1486]
veg-old-price: 40 [253,1319,318,1335]
verdict-body: ಆರೋಪಿಯ ವಿರುದ್ಧ ನ್ಯಾಯಾಲಯದಲ್ಲಿ ಪ್ರಕರಣ ದಾಖಲಿಸಲಾಗಿದ್ದು, ಸಂಪೂರ್ಣ ತನಿಖೆ ನಡೆಸಿ ಚಾರ್ಜ್‌ಶೀಟ್ ಸಲ್ಲಿಸಲಾಗಿದೆ. 2013ರ ಜನವರಿ 19ರಂದು ನ್ಯಾಯಾಲಯ ತೀರ್ಪು ನೀಡಿದೆ. 20 ವರ್ಷಗಳ ಜೈಲು ಶಿಕ್ಷೆ ವಿಧಿಸಲಾಗಿದೆ. ರೂ.160 ದಂಡ ವಿಧಿಸಲಾಗಿದೆ. [390,1296,558,1333]
ahinda-body: ಅಹಿಂದ ಸಮುದಾಯದ ಪೋಷಣೆಯಲ್ಲಿ: ಅಹಿಂದ ಸಮುದಾಯಗಳ ನಾಯಕರು ಸಿದ್ದರಾಮಯ್ಯ ಪರವಾಗಿ ನಿಂತಿದ್ದಾರೆ. ಅಹಿಂದ ನಾಯಕರು ಸಭೆ ನಡೆಸಿ ಹೈಕಮಾಂಡ್ ಗೆ ಸಂದೇಶ ರವಾನಿಸಿದ್ದಾರೆ. ಮುಖ್ಯಮಂತ್ರಿ ಬದಲಾವಣೆ ಮಾಡಬಾರದು ಎಂದು ಆಗ್ರಹಿಸಿದ್ದಾರೆ. ಸಮುದಾಯದ ಹಿತದೃಷ್ಟಿಯಿಂದ ಸಿದ್ದರಾಮಯ್ಯ ಮುಂದುವರೆಯಬೇಕು. [10,1362,194,1409]
